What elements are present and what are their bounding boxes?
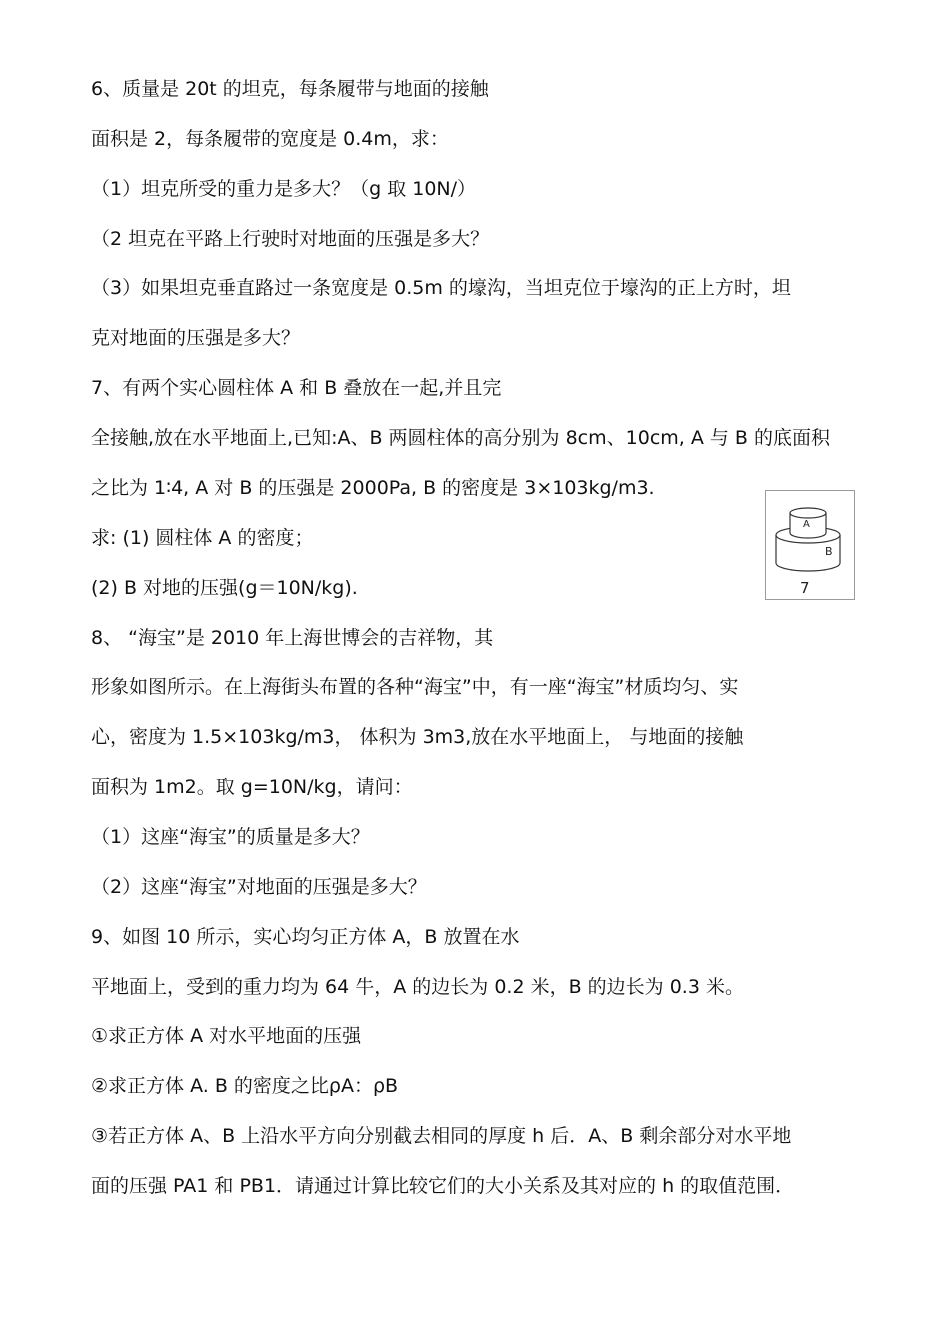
q8-part-1: （1）这座“海宝”的质量是多大？ [91,826,370,848]
q6-part-2: （2 坦克在平路上行驶时对地面的压强是多大？ [91,228,490,250]
q9-part-1: ①求正方体 A 对水平地面的压强 [91,1025,362,1047]
q9-line-2: 平地面上，受到的重力均为 64 牛，A 的边长为 0.2 米，B 的边长为 0.3 米。 [91,976,744,998]
q8-line-2: 形象如图所示。在上海街头布置的各种“海宝”中，有一座“海宝”材质均匀、实 [91,676,739,698]
q6-line-2: 面积是 2，每条履带的宽度是 0.4m，求： [91,128,449,150]
q8-part-2: （2）这座“海宝”对地面的压强是多大？ [91,876,427,898]
q9-part-2: ②求正方体 A. B 的密度之比ρA：ρB [91,1075,399,1097]
q8-line-1: 8、 “海宝”是 2010 年上海世博会的吉祥物，其 [91,627,494,649]
q9-line-1: 9、如图 10 所示，实心均匀正方体 A，B 放置在水 [91,926,520,948]
q6-part-3: （3）如果坦克垂直路过一条宽度是 0.5m 的壕沟，当坦克位于壕沟的正上方时，坦 [91,277,791,299]
label-a: A [803,519,810,530]
q6-line-1: 6、质量是 20t 的坦克，每条履带与地面的接触 [91,78,489,100]
q8-line-3: 心，密度为 1.5×103kg/m3， 体积为 3m3,放在水平地面上， 与地面的接触 [91,726,744,748]
q8-line-4: 面积为 1m2。取 g=10N/kg，请问： [91,776,413,798]
figure-caption: 7 [800,579,810,597]
cylinder-figure [765,490,855,600]
cylinder-a-top [790,508,826,518]
q7-line-3: 之比为 1∶4, A 对 B 的压强是 2000Pa, B 的密度是 3×103kg/m3. [91,477,655,499]
stacked-cylinders-diagram [766,491,854,599]
q7-part-2: (2) B 对地的压强(g＝10N/kg). [91,577,358,599]
q7-part-1: 求: (1) 圆柱体 A 的密度； [91,527,314,549]
q9-part-3: ③若正方体 A、B 上沿水平方向分别截去相同的厚度 h 后．A、B 剩余部分对水平地 [91,1125,792,1147]
q7-line-2: 全接触,放在水平地面上,已知:A、B 两圆柱体的高分别为 8cm、10cm, A 与 B 的底面积 [91,427,830,449]
q9-part-3-cont: 面的压强 PA1 和 PB1．请通过计算比较它们的大小关系及其对应的 h 的取值范围． [91,1175,795,1197]
q7-line-1: 7、有两个实心圆柱体 A 和 B 叠放在一起,并且完 [91,377,502,399]
q6-part-1: （1）坦克所受的重力是多大？（g 取 10N/） [91,178,477,200]
label-b: B [825,545,833,558]
q6-part-3-cont: 克对地面的压强是多大？ [91,327,301,349]
